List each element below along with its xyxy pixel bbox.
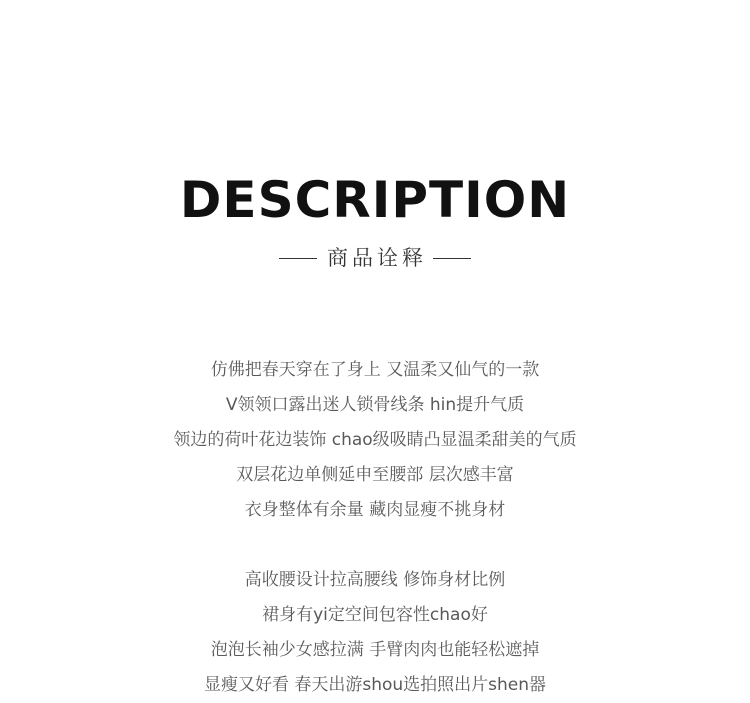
description-line: 领边的荷叶花边装饰 chao级吸睛凸显温柔甜美的气质: [173, 430, 577, 450]
right-divider-line: [433, 258, 471, 259]
subheading-text: 商品诠释: [327, 246, 427, 270]
section-subheading: [0, 243, 750, 273]
description-line: 仿佛把春天穿在了身上 又温柔又仙气的一款: [210, 360, 540, 380]
description-line: 高收腰设计拉高腰线 修饰身材比例: [244, 570, 506, 590]
description-paragraph-1: [0, 353, 750, 528]
description-line: 泡泡长袖少女感拉满 手臂肉肉也能轻松遮掉: [210, 640, 540, 660]
description-paragraph-2: [0, 563, 750, 703]
description-line: 裙身有yi定空间包容性chao好: [262, 605, 488, 625]
section-heading: DESCRIPTION: [179, 171, 571, 229]
description-line: 衣身整体有余量 藏肉显瘦不挑身材: [244, 500, 506, 520]
description-line: 双层花边单侧延申至腰部 层次感丰富: [236, 465, 514, 485]
description-line: 显瘦又好看 春天出游shou选拍照出片shen器: [203, 675, 547, 695]
left-divider-line: [279, 258, 317, 259]
description-line: V领领口露出迷人锁骨线条 hin提升气质: [225, 395, 525, 415]
